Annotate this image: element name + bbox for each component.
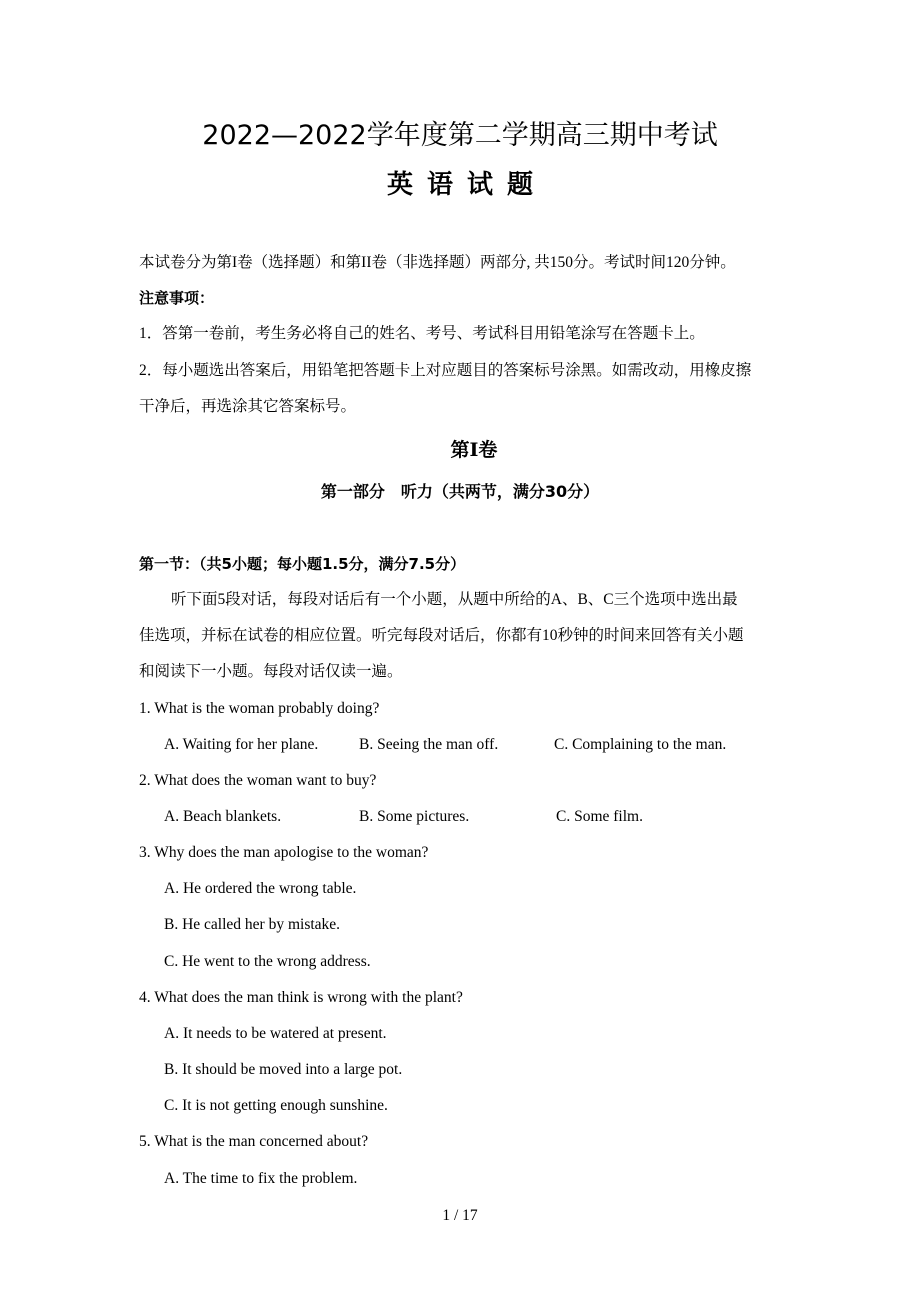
intro-text: 本试卷分为第I卷（选择题）和第II卷（非选择题）两部分, 共150分。考试时间120分钟。 [139,254,736,271]
instructions-line: 和阅读下一小题。每段对话仅读一遍。 [139,663,403,680]
exam-title: 2022—2022学年度第二学期高三期中考试 [202,120,718,151]
instructions-line: 听下面5段对话，每段对话后有一个小题，从题中所给的A、B、C三个选项中选出最 [171,591,738,608]
question-1: 1. What is the woman probably doing? [139,700,380,717]
option: A. Beach blankets. [164,808,282,825]
option: A. The time to fix the problem. [164,1170,358,1187]
option: C. Some film. [556,808,643,825]
note-item: 1．答第一卷前，考生务必将自己的姓名、考号、考试科目用铅笔涂写在答题卡上。 [139,325,705,342]
part-heading: 第一部分 听力（共两节，满分30分） [320,482,600,501]
option: C. Complaining to the man. [554,736,727,753]
question-3: 3. Why does the man apologise to the woman? [139,844,429,861]
option: A. Waiting for her plane. [164,736,319,753]
notes-heading: 注意事项： [139,289,215,307]
option: B. He called her by mistake. [164,916,341,933]
option: A. He ordered the wrong table. [164,880,357,897]
question-2: 2. What does the woman want to buy? [139,772,377,789]
option: B. Some pictures. [359,808,470,825]
option: B. It should be moved into a large pot. [164,1061,403,1078]
note-item: 干净后，再选涂其它答案标号。 [139,398,357,415]
volume-heading: 第I卷 [450,439,498,461]
exam-subtitle: 英语试题 [386,170,547,200]
section-heading: 第一节：（共5小题；每小题1.5分，满分7.5分） [139,555,466,573]
instructions-line: 佳选项，并标在试卷的相应位置。听完每段对话后，你都有10秒钟的时间来回答有关小题 [139,627,744,644]
option: C. It is not getting enough sunshine. [164,1097,388,1114]
question-4: 4. What does the man think is wrong with the plant? [139,989,463,1006]
note-item: 2．每小题选出答案后，用铅笔把答题卡上对应题目的答案标号涂黑。如需改动，用橡皮擦 [139,362,752,379]
option: A. It needs to be watered at present. [164,1025,387,1042]
option: B. Seeing the man off. [359,736,499,753]
question-5: 5. What is the man concerned about? [139,1133,369,1150]
option: C. He went to the wrong address. [164,953,371,970]
page-number: 1 / 17 [442,1207,478,1224]
